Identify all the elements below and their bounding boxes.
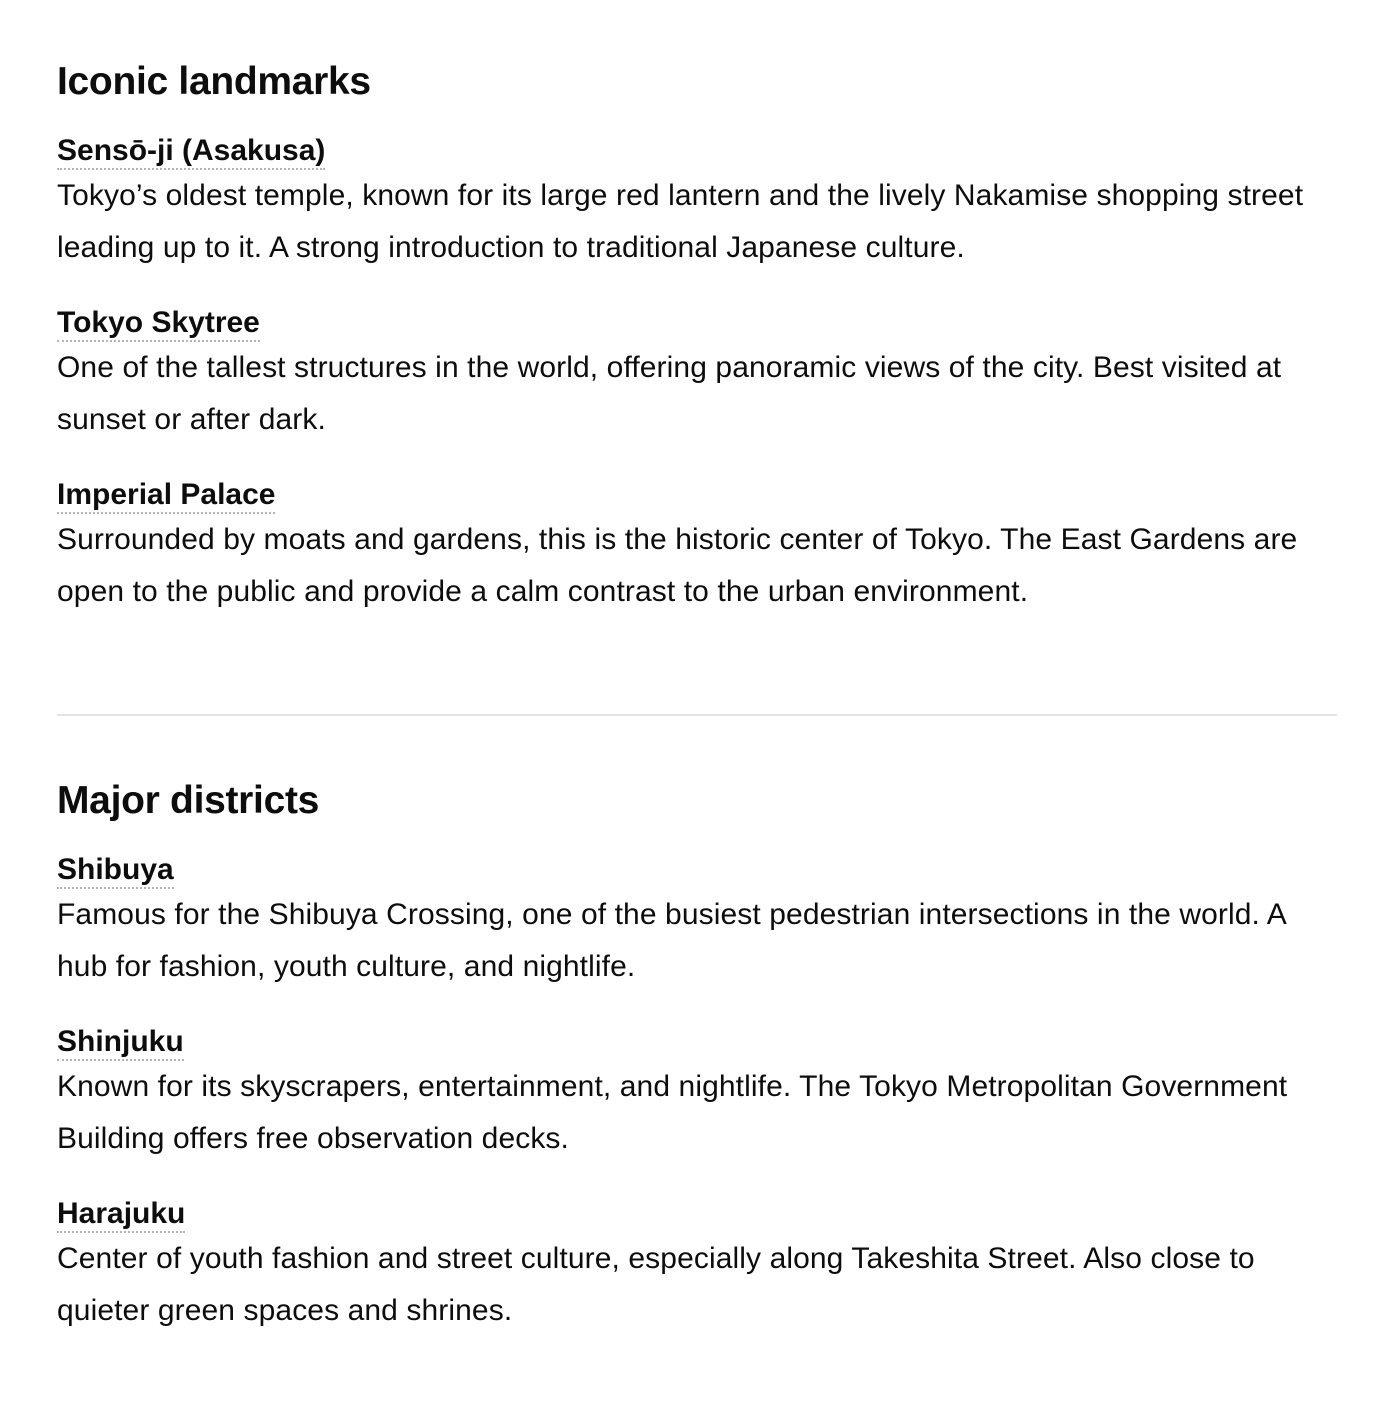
section-title: Major districts bbox=[57, 779, 320, 822]
section-major-districts bbox=[57, 777, 1337, 1337]
item-description: Famous for the Shibuya Crossing, one of the busiest pedestrian intersections in the world. A hub for fashion, youth culture, and nightlife. bbox=[57, 898, 1286, 983]
list-item bbox=[57, 478, 1337, 618]
section-title: Iconic landmarks bbox=[57, 60, 371, 103]
item-description: Known for its skyscrapers, entertainment, and nightlife. The Tokyo Metropolitan Government Building offers free observation decks. bbox=[57, 1070, 1288, 1155]
item-description: Center of youth fashion and street culture, especially along Takeshita Street. Also close to quieter green spaces and shrines. bbox=[57, 1242, 1255, 1327]
item-title-link[interactable]: Sensō-ji (Asakusa) bbox=[57, 134, 325, 170]
article-content bbox=[57, 0, 1337, 1327]
item-title-link[interactable]: Shinjuku bbox=[57, 1025, 184, 1061]
item-description: Tokyo’s oldest temple, known for its large red lantern and the lively Nakamise shopping street leading up to it. A strong introduction to traditional Japanese culture. bbox=[57, 179, 1304, 264]
item-title-link[interactable]: Tokyo Skytree bbox=[57, 306, 260, 342]
list-item bbox=[57, 1025, 1337, 1165]
item-description: One of the tallest structures in the world, offering panoramic views of the city. Best visited at sunset or after dark. bbox=[57, 351, 1282, 436]
section-iconic-landmarks bbox=[57, 0, 1337, 618]
item-title-link[interactable]: Imperial Palace bbox=[57, 478, 275, 514]
list-item bbox=[57, 306, 1337, 446]
section-divider bbox=[57, 714, 1337, 716]
item-title-link[interactable]: Harajuku bbox=[57, 1197, 185, 1233]
item-title-link[interactable]: Shibuya bbox=[57, 853, 174, 889]
item-description: Surrounded by moats and gardens, this is the historic center of Tokyo. The East Gardens are open to the public and provide a calm contrast to the urban environment. bbox=[57, 523, 1298, 608]
list-item bbox=[57, 134, 1337, 274]
list-item bbox=[57, 853, 1337, 993]
list-item bbox=[57, 1197, 1337, 1337]
